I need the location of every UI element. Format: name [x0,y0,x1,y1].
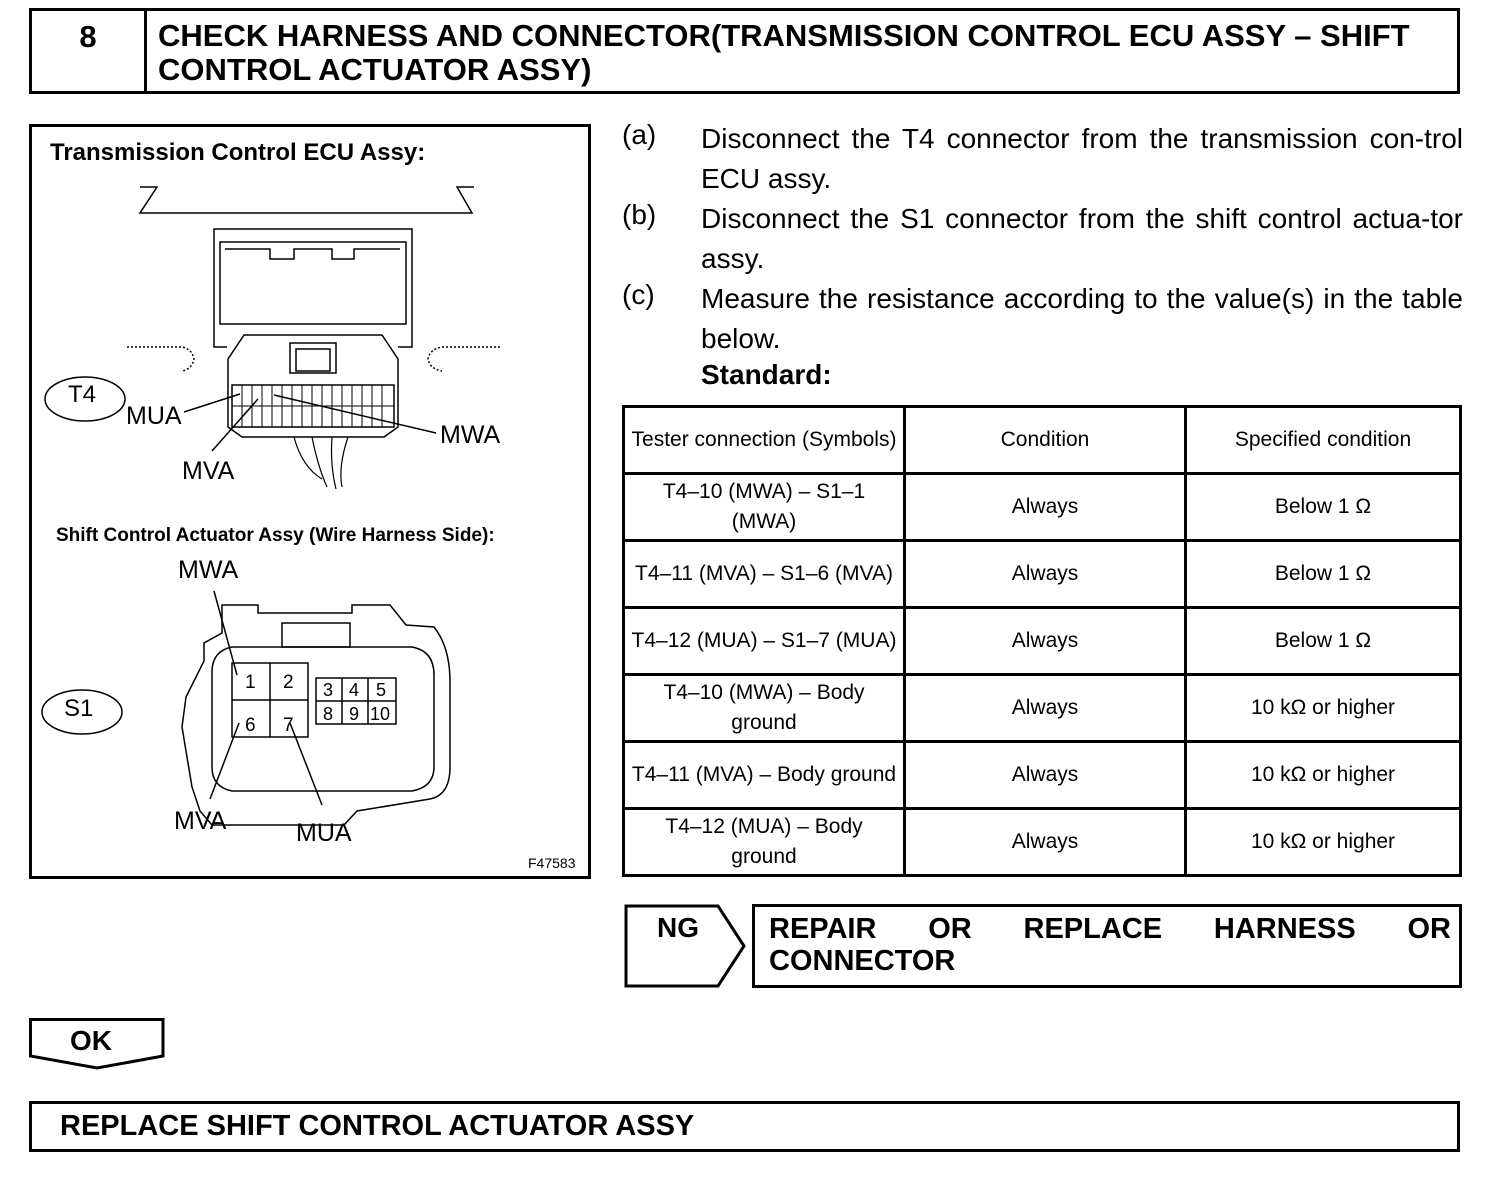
cell-connection: T4–11 (MVA) – S1–6 (MVA) [624,541,905,608]
ok-result-box [29,1101,1460,1152]
s1-pin-4: 4 [349,680,360,700]
s1-pin-10: 10 [370,704,391,724]
ecu-title: Transmission Control ECU Assy: [50,139,426,166]
ok-result-text: REPLACE SHIFT CONTROL ACTUATOR ASSY [60,1110,695,1142]
connector-diagram [29,124,591,879]
header-tester-connection: Tester connection (Symbols) [624,407,905,474]
cell-spec: 10 kΩ or higher [1186,675,1461,742]
cell-condition: Always [905,809,1186,876]
step-b-letter: (b) [622,199,657,230]
ng-result-text: REPAIR OR REPLACE HARNESS OR CONNECTOR [769,913,1451,977]
cell-spec: Below 1 Ω [1186,541,1461,608]
s1-pin-6: 6 [245,715,256,736]
standard-label: Standard: [701,359,832,390]
step-header [29,8,1460,94]
table-row [624,742,1461,809]
t4-mwa-label: MWA [440,421,501,449]
header-condition: Condition [905,407,1186,474]
cell-condition: Always [905,474,1186,541]
t4-mua-label: MUA [126,402,182,430]
cell-connection: T4–10 (MWA) – Body ground [624,675,905,742]
step-c-letter: (c) [622,279,655,310]
step-a-letter: (a) [622,119,657,150]
s1-mva-label: MVA [174,807,227,835]
table-header-row [624,407,1461,474]
step-c-text: Measure the resistance according to the value(s) in the table below. [701,283,1463,354]
figure-code: F47583 [528,855,576,871]
t4-connector-label: T4 [68,381,97,408]
cell-connection: T4–12 (MUA) – S1–7 (MUA) [624,608,905,675]
resistance-spec-table [622,405,1462,877]
cell-connection: T4–11 (MVA) – Body ground [624,742,905,809]
table-row [624,474,1461,541]
table-row [624,541,1461,608]
ok-label: OK [70,1025,112,1056]
s1-pin-2: 2 [283,672,294,693]
cell-connection: T4–12 (MUA) – Body ground [624,809,905,876]
table-row [624,675,1461,742]
ng-result-box [752,904,1462,988]
cell-spec: 10 kΩ or higher [1186,809,1461,876]
header-specified-condition: Specified condition [1186,407,1461,474]
cell-spec: Below 1 Ω [1186,474,1461,541]
cell-spec: Below 1 Ω [1186,608,1461,675]
ng-label: NG [657,912,699,943]
step-b-text: Disconnect the S1 connector from the shift control actua-tor assy. [701,203,1463,274]
cell-condition: Always [905,541,1186,608]
s1-connector-label: S1 [64,695,94,722]
cell-condition: Always [905,742,1186,809]
cell-condition: Always [905,675,1186,742]
s1-pin-9: 9 [349,704,360,724]
s1-pin-3: 3 [323,680,334,700]
s1-pin-7: 7 [283,715,294,736]
table-row [624,608,1461,675]
cell-connection: T4–10 (MWA) – S1–1 (MWA) [624,474,905,541]
step-a-text: Disconnect the T4 connector from the transmission con-trol ECU assy. [701,123,1463,194]
t4-mva-label: MVA [182,457,235,485]
s1-mwa-label: MWA [178,556,239,584]
step-title: CHECK HARNESS AND CONNECTOR(TRANSMISSION CONTROL ECU ASSY – SHIFT CONTROL ACTUATOR ASSY) [158,18,1410,87]
cell-spec: 10 kΩ or higher [1186,742,1461,809]
actuator-title: Shift Control Actuator Assy (Wire Harness Side): [56,525,495,546]
s1-mua-label: MUA [296,819,352,847]
s1-pin-5: 5 [376,680,387,700]
step-number: 8 [32,11,147,91]
s1-pin-1: 1 [245,672,256,693]
table-row [624,809,1461,876]
s1-pin-8: 8 [323,704,334,724]
connector-drawing [32,127,588,876]
cell-condition: Always [905,608,1186,675]
